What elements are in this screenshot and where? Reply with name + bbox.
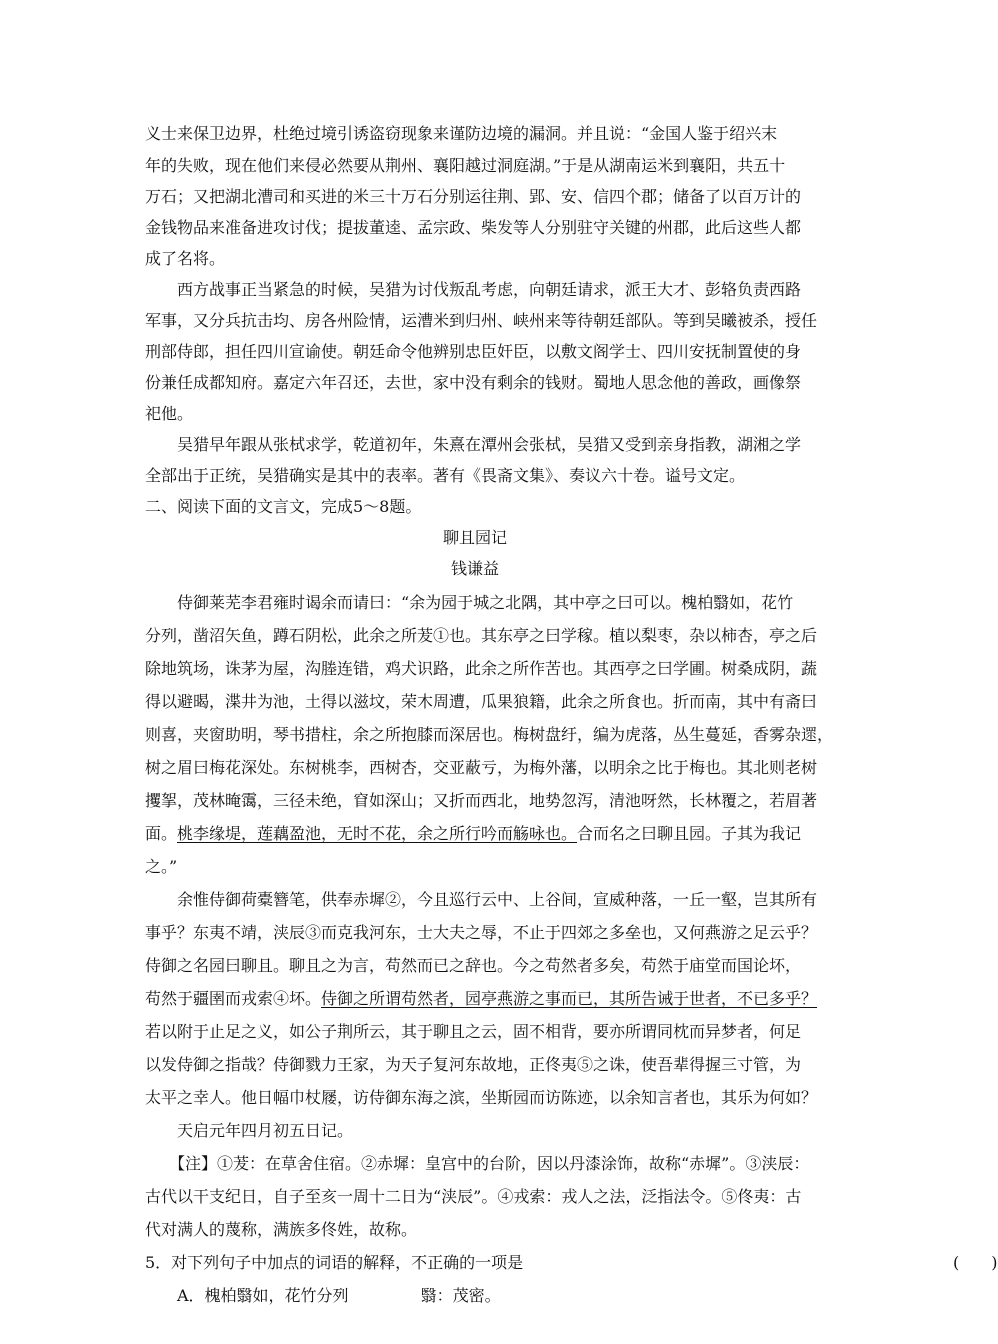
essay-line: 事乎？东夷不靖，浃辰③而克我河东，士大夫之辱，不止于四郊之多垒也，又何燕游之足云乎？: [145, 923, 818, 942]
essay-line: 树之眉曰梅花深处。东树桃李，西树杏，交亚蔽亏，为梅外藩，以明余之比于梅也。其北则老树: [145, 758, 818, 777]
paragraph-line: 份兼任成都知府。嘉定六年召还，去世，家中没有剩余的钱财。蜀地人思念他的善政，画像祭: [145, 373, 802, 392]
paragraph-line: 义士来保卫边界，杜绝过境引诱盗窃现象来谨防边境的漏洞。并且说：“金国人鉴于绍兴末: [145, 124, 778, 143]
essay-line: 得以避暍，渫井为池，土得以滋坟，荣木周遭，瓜果狼籍，此余之所食也。折而南，其中有斋曰: [145, 692, 818, 711]
essay-line: 攫挐，茂林晻霭，三径未绝，窅如深山；又折而西北，地势忽泻，清池呀然，长林覆之，若眉著: [145, 791, 818, 810]
paragraph-line: 金钱物品来准备进攻讨伐；提拔董逵、孟宗政、柴发等人分别驻守关键的州郡，此后这些人都: [145, 218, 802, 237]
essay-line: [145, 824, 825, 844]
question-stem: [145, 1253, 998, 1273]
essay-line: [145, 989, 825, 1009]
question-text: 5．对下列句子中加点的词语的解释，不正确的一项是: [145, 1253, 524, 1272]
essay-line: 除地筑场，诛茅为屋，沟塍连错，鸡犬识路，此余之所作苦也。其西亭之曰学圃。树桑成阴，蔬: [145, 659, 818, 678]
paragraph-line: 祀他。: [145, 404, 194, 423]
essay-line: 之。”: [145, 857, 178, 876]
note-line: 古代以干支纪日，自子至亥一周十二日为“浃辰”。④戎索：戎人之法，泛指法令。⑤佟夷：古: [145, 1187, 802, 1206]
option-a-sentence: A．槐柏翳如，花竹分列: [145, 1286, 349, 1305]
option-a: [145, 1286, 825, 1306]
underlined-sentence: 桃李缘堤，莲藕盈池，无时不花，余之所行吟而觞咏也。: [177, 824, 578, 843]
essay-title: 聊且园记: [442, 528, 507, 547]
essay-line: 分列，凿沼矢鱼，蹲石阴松，此余之所茇①也。其东亭之曰学稼。植以梨枣，杂以柿杏，亭之后: [145, 626, 818, 645]
essay-line: 则喜，夹窗助明，琴书措柱，余之所抱膝而深居也。梅树盘纡，编为虎落，丛生蔓延，香雾杂遝，: [145, 725, 834, 744]
paragraph-line: 吴猎早年跟从张栻求学，乾道初年，朱熹在潭州会张栻，吴猎又受到亲身指教，湖湘之学: [145, 435, 802, 454]
paragraph-line: 全部出于正统，吴猎确实是其中的表率。著有《畏斋文集》、奏议六十卷。谥号文定。: [145, 466, 746, 485]
essay-line: 侍御之名园曰聊且。聊且之为言，苟然而已之辞也。今之苟然者多矣，苟然于庙堂而国论坏，: [145, 956, 802, 975]
paragraph-line: 刑部侍郎，担任四川宣谕使。朝廷命令他辨别忠臣奸臣，以敷文阁学士、四川安抚制置使的身: [145, 342, 802, 361]
paragraph-line: 西方战事正当紧急的时候，吴猎为讨伐叛乱考虑，向朝廷请求，派王大才、彭辂负责西路: [145, 280, 802, 299]
essay-date: 天启元年四月初五日记。: [145, 1121, 354, 1140]
paragraph-line: 成了名将。: [145, 249, 226, 268]
paragraph-line: 年的失败，现在他们来侵必然要从荆州、襄阳越过洞庭湖。”于是从湖南运米到襄阳，共五十: [145, 156, 786, 175]
paragraph-line: 万石；又把湖北漕司和买进的米三十万石分别运往荆、郢、安、信四个郡；储备了以百万计的: [145, 187, 802, 206]
essay-text: 面。: [145, 824, 178, 843]
essay-line: 侍御莱芜李君雍时谒余而请曰：“余为园于城之北隅，其中亭之曰可以。槐柏翳如，花竹: [145, 593, 794, 612]
essay-line: 太平之幸人。他日幅巾杖屦，访侍御东海之滨，坐斯园而访陈迹，以余知言者也，其乐为何如？: [145, 1088, 818, 1107]
note-line: 代对满人的蔑称，满族多佟姓，故称。: [145, 1220, 418, 1239]
essay-text: 合而名之曰聊且园。子其为我记: [577, 824, 802, 843]
essay-line: 若以附于止足之义，如公子荆所云，其于聊且之云，固不相背，要亦所谓同枕而异梦者，何足: [145, 1022, 802, 1041]
option-a-gloss: 翳：茂密。: [420, 1286, 501, 1305]
section-heading: 二、阅读下面的文言文，完成5～8题。: [145, 497, 422, 516]
essay-text: 苟然于疆圉而戎索④坏。: [145, 989, 322, 1008]
paragraph-line: 军事，又分兵抗击均、房各州险情，运漕米到归州、峡州来等待朝廷部队。等到吴曦被杀，授任: [145, 311, 818, 330]
essay-line: 以发侍御之指哉？侍御戮力王家，为天子复河东故地，正佟夷⑤之诛，使吾辈得握三寸管，为: [145, 1055, 802, 1074]
essay-author: 钱谦益: [450, 559, 499, 578]
note-line: 【注】①茇：在草舍住宿。②赤墀：皇宫中的台阶，因以丹漆涂饰，故称“赤墀”。③浃辰：: [145, 1154, 810, 1173]
essay-line: 余惟侍御荷橐簪笔，供奉赤墀②，今且巡行云中、上谷间，宣威种落，一丘一壑，岂其所有: [145, 890, 818, 909]
answer-bracket: ( ): [953, 1253, 998, 1272]
underlined-sentence: 侍御之所谓苟然者，园亭燕游之事而已，其所告诫于世者，不已多乎？: [321, 989, 818, 1008]
